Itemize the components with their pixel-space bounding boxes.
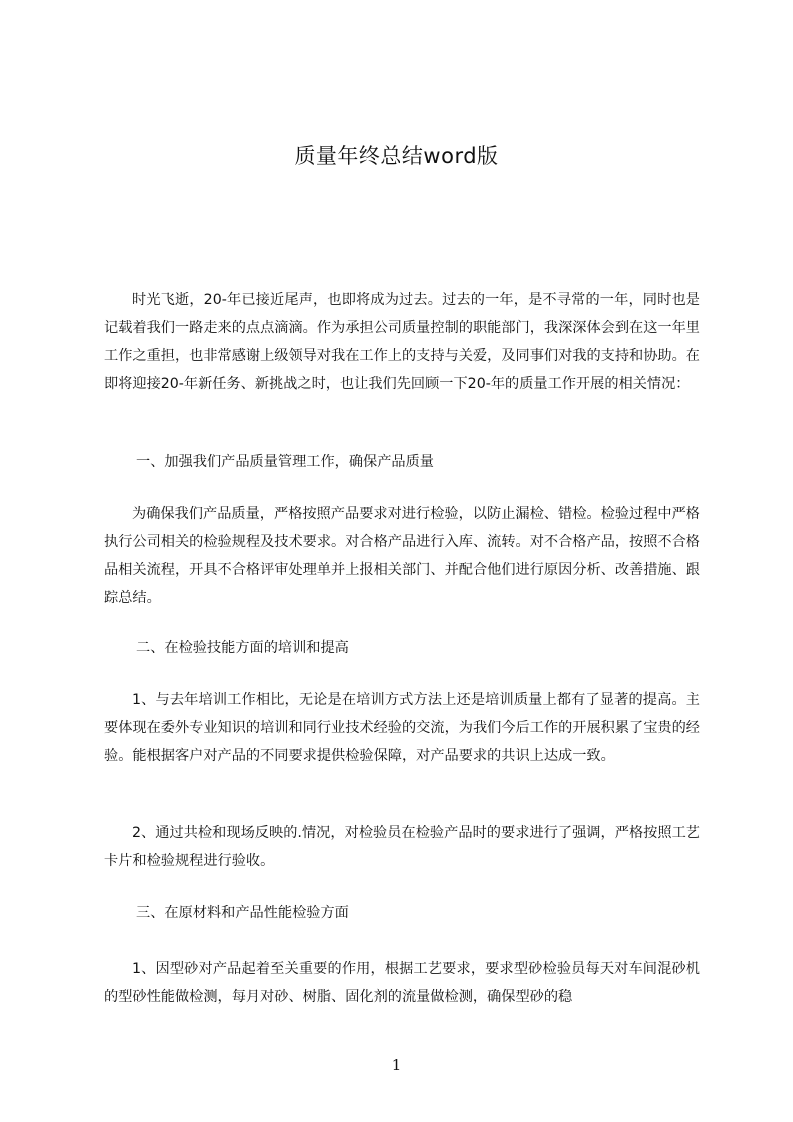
intro-paragraph: 时光飞逝，20-年已接近尾声，也即将成为过去。过去的一年，是不寻常的一年，同时也是记载着我们一路走来的点点滴滴。作为承担公司质量控制的职能部门，我深深体会到在这一年里工作之重担，也非常感谢上级领导对我在工作上的支持与关爱，及同事们对我的支持和协助。在即将迎接20-年新任务、新挑战之时，也让我们先回顾一下20-年的质量工作开展的相关情况：: [104, 292, 700, 392]
section-2-paragraph-1: 1、与去年培训工作相比，无论是在培训方式方法上还是培训质量上都有了显著的提高。主要体现在委外专业知识的培训和同行业技术经验的交流，为我们今后工作的开展积累了宝贵的经验。能根据客户对产品的不同要求提供检验保障，对产品要求的共识上达成一致。: [104, 692, 700, 764]
section-3-paragraph-1: 1、因型砂对产品起着至关重要的作用，根据工艺要求，要求型砂检验员每天对车间混砂机的型砂性能做检测，每月对砂、树脂、固化剂的流量做检测，确保型砂的稳: [104, 961, 700, 1005]
section-3-heading: 三、在原材料和产品性能检验方面: [136, 905, 349, 921]
section-1-paragraph-1: 为确保我们产品质量，严格按照产品要求对进行检验，以防止漏检、错检。检验过程中严格执行公司相关的检验规程及技术要求。对合格产品进行入库、流转。对不合格产品，按照不合格品相关流程，开具不合格评审处理单并上报相关部门、并配合他们进行原因分析、改善措施、跟踪总结。: [104, 506, 700, 606]
document-title: 质量年终总结word版: [294, 144, 499, 168]
section-2-heading: 二、在检验技能方面的培训和提高: [136, 640, 349, 656]
section-2-paragraph-2: 2、通过共检和现场反映的.情况，对检验员在检验产品时的要求进行了强调，严格按照工艺卡片和检验规程进行验收。: [104, 825, 700, 869]
section-1-heading: 一、加强我们产品质量管理工作，确保产品质量: [136, 454, 434, 470]
page-number: 1: [391, 1056, 402, 1074]
